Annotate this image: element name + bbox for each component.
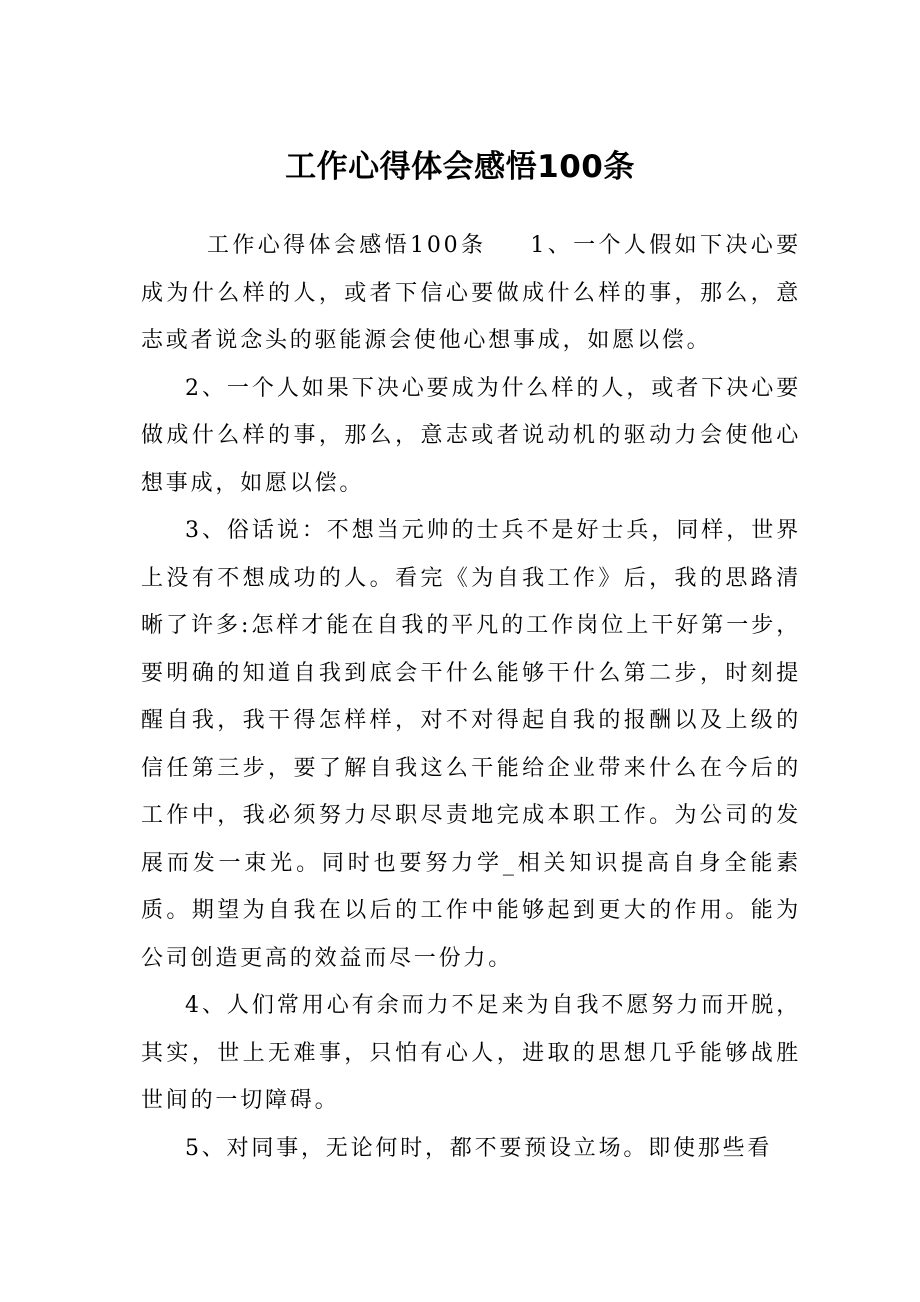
document-body bbox=[141, 222, 801, 1172]
paragraph-3: 3、俗话说：不想当元帅的士兵不是好士兵，同样，世界上没有不想成功的人。看完《为自我工作》后，我的思路清晰了许多:怎样才能在自我的平凡的工作岗位上干好第一步，要明确的知道自我到底会干什么能够干什么第二步，时刻提醒自我，我干得怎样样，对不对得起自我的报酬以及上级的信任第三步，要了解自我这么干能给企业带来什么在今后的工作中，我必须努力尽职尽责地完成本职工作。为公司的发展而发一束光。同时也要努力学_相关知识提高自身全能素质。期望为自我在以后的工作中能够起到更大的作用。能为公司创造更高的效益而尽一份力。 bbox=[141, 518, 801, 971]
intro-heading: 工作心得体会感悟100条 bbox=[207, 233, 487, 258]
paragraph-1-text: 1、一个人假如下决心要成为什么样的人，或者下信心要做成什么样的事，那么，意志或者说念头的驱能源会使他心想事成，如愿以偿。 bbox=[141, 233, 801, 353]
paragraph-2: 2、一个人如果下决心要成为什么样的人，或者下决心要做成什么样的事，那么，意志或者说动机的驱动力会使他心想事成，如愿以偿。 bbox=[141, 375, 801, 496]
document-title: 工作心得体会感悟100条 bbox=[285, 149, 635, 185]
paragraph-4: 4、人们常用心有余而力不足来为自我不愿努力而开脱，其实，世上无难事，只怕有心人，进取的思想几乎能够战胜世间的一切障碍。 bbox=[141, 993, 801, 1113]
paragraph-intro bbox=[141, 222, 801, 365]
paragraph-5: 5、对同事，无论何时，都不要预设立场。即使那些看 bbox=[185, 1135, 773, 1161]
